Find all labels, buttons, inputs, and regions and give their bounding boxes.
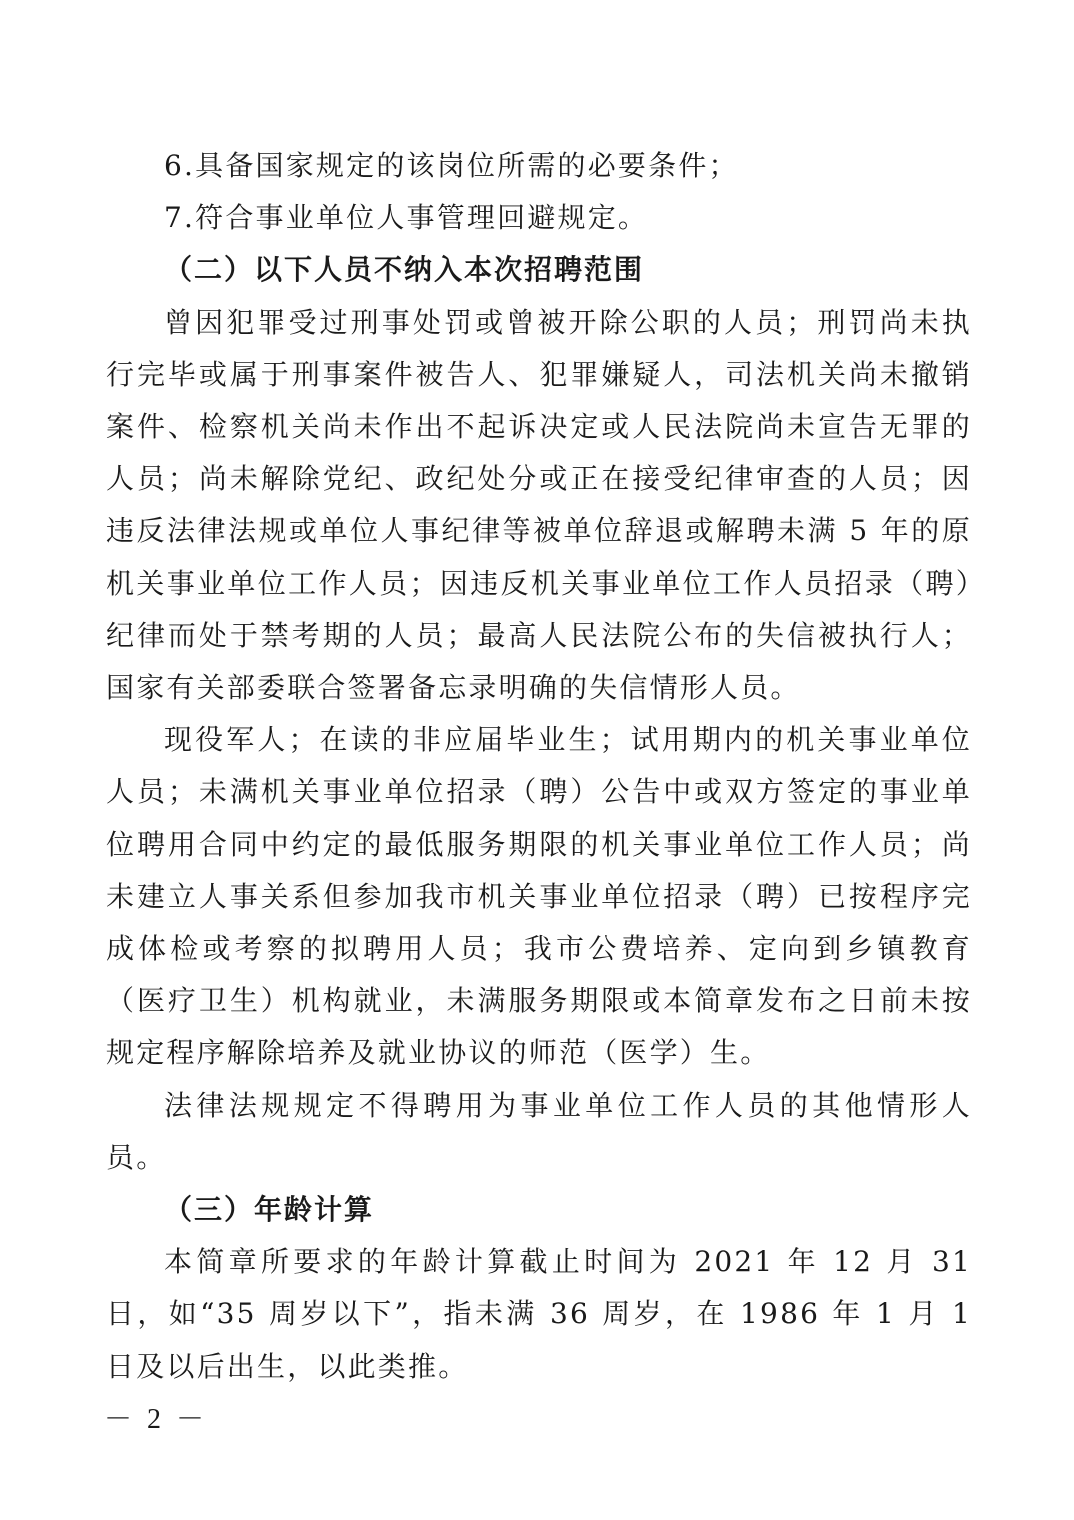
section-heading-excluded-persons: （二）以下人员不纳入本次招聘范围 [164,253,645,287]
paragraph-item-7: 7.符合事业单位人事管理回避规定。 [164,201,649,235]
paragraph-item-6: 6.具备国家规定的该岗位所需的必要条件； [164,149,739,182]
paragraph-exclusion-military: 现役军人；在读的非应届毕业生；试用期内的机关事业单位人员；未满机关事业单位招录（聘）公告中或双方签定的事业单位聘用合同中约定的最低服务期限的机关事业单位工作人员；尚未建立人事关系但参加我市机关事业单位招录（聘）已按程序完成体检或考察的拟聘用人员；我市公费培养、定向到乡镇教育（医疗卫生）机构就业，未满服务期限或本简章发布之日前未按规定程序解除培养及就业协议的师范（医学）生。 [106,723,972,1070]
section-heading-age-calculation: （三）年龄计算 [164,1193,375,1227]
document-body [106,140,972,1393]
paragraph-exclusion-other: 法律法规规定不得聘用为事业单位工作人员的其他情形人员。 [106,1088,972,1174]
page-number: － 2 － [104,1404,209,1435]
paragraph-age-calculation: 本简章所要求的年龄计算截止时间为 2021 年 12 月 31 日，如“35 周岁以下”，指未满 36 周岁，在 1986 年 1 月 1 日及以后出生，以此类推。 [106,1245,972,1383]
paragraph-exclusion-criminal: 曾因犯罪受过刑事处罚或曾被开除公职的人员；刑罚尚未执行完毕或属于刑事案件被告人、犯罪嫌疑人，司法机关尚未撤销案件、检察机关尚未作出不起诉决定或人民法院尚未宣告无罪的人员；尚未解除党纪、政纪处分或正在接受纪律审查的人员；因违反法律法规或单位人事纪律等被单位辞退或解聘未满 5 年的原机关事业单位工作人员；因违反机关事业单位工作人员招录（聘）纪律而处于禁考期的人员；最高人民法院公布的失信被执行人；国家有关部委联合签署备忘录明确的失信情形人员。 [106,305,972,705]
